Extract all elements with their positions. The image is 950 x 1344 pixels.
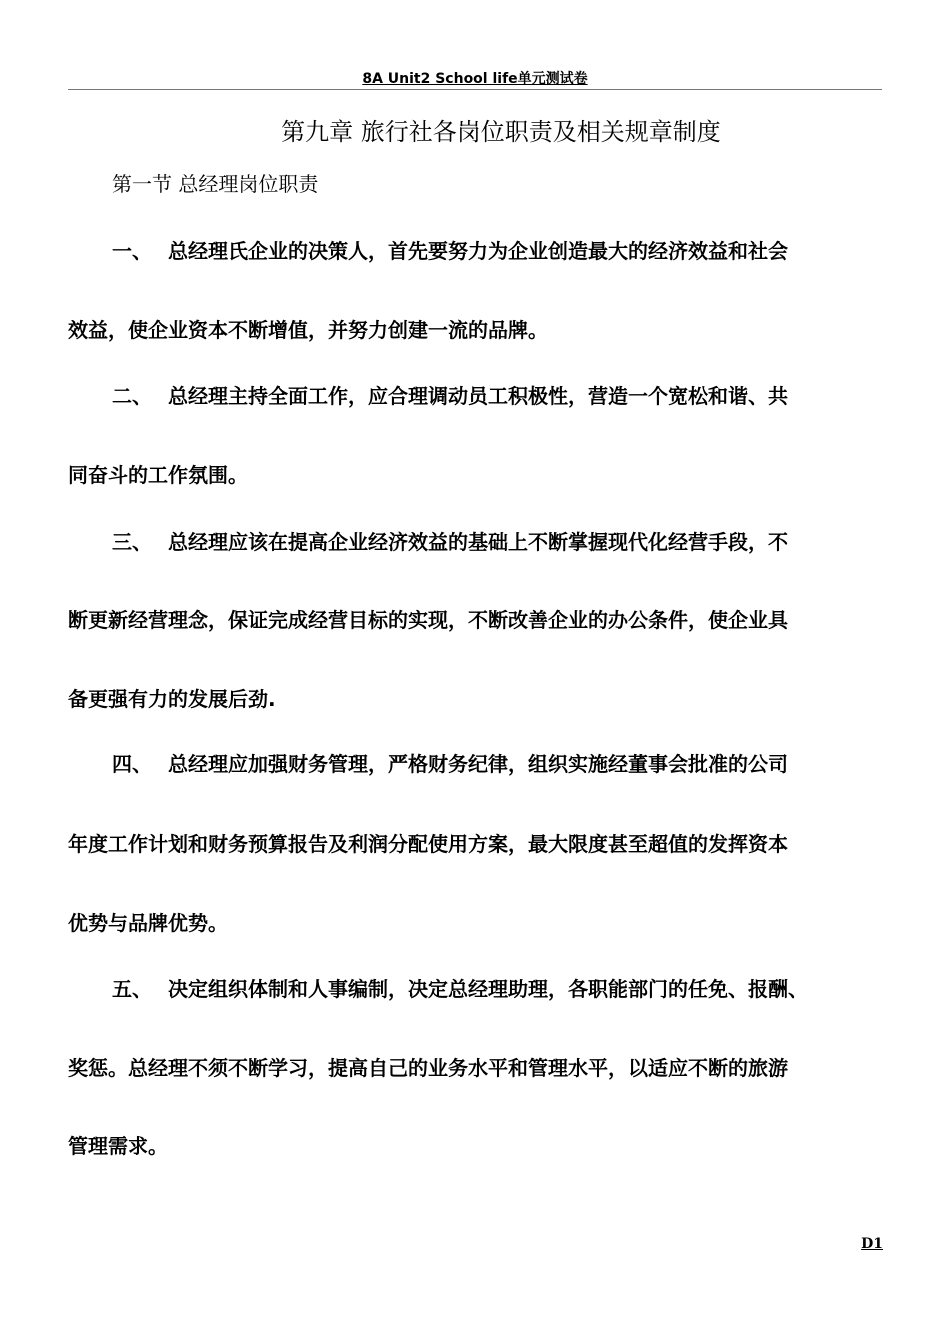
section-title: 第一节 总经理岗位职责: [112, 172, 319, 196]
paragraph-line: [112, 381, 788, 411]
paragraph-line: 年度工作计划和财务预算报告及利润分配使用方案，最大限度甚至超值的发挥资本: [68, 832, 788, 856]
paragraph-text: 总经理应加强财务管理，严格财务纪律，组织实施经董事会批准的公司: [168, 752, 788, 776]
chapter-title: 第九章 旅行社各岗位职责及相关规章制度: [281, 118, 721, 146]
paragraph-line: [112, 974, 808, 1004]
running-header: 8A Unit2 School life单元测试卷: [362, 71, 588, 87]
paragraph-line: [112, 527, 788, 557]
paragraph-line: 同奋斗的工作氛围。: [68, 463, 248, 487]
paragraph-line: 断更新经营理念，保证完成经营目标的实现，不断改善企业的办公条件，使企业具: [68, 608, 788, 632]
page-number: D1: [861, 1236, 883, 1252]
header-rule: [68, 89, 882, 90]
paragraph-line: 奖惩。总经理不须不断学习，提高自己的业务水平和管理水平，以适应不断的旅游: [68, 1056, 788, 1080]
paragraph-line: 效益，使企业资本不断增值，并努力创建一流的品牌。: [68, 318, 548, 342]
paragraph-text: 总经理应该在提高企业经济效益的基础上不断掌握现代化经营手段，不: [168, 530, 788, 554]
paragraph-line: 优势与品牌优势。: [68, 911, 228, 935]
paragraph-text: 总经理主持全面工作，应合理调动员工积极性，营造一个宽松和谐、共: [168, 384, 788, 408]
paragraph-text: 决定组织体制和人事编制，决定总经理助理，各职能部门的任免、报酬、: [168, 977, 808, 1001]
paragraph-number: 三、: [112, 530, 152, 554]
paragraph-line: [112, 236, 788, 266]
paragraph-number: 四、: [112, 752, 152, 776]
paragraph-line: 备更强有力的发展后劲.: [68, 687, 276, 711]
paragraph-number: 五、: [112, 977, 152, 1001]
paragraph-number: 二、: [112, 384, 152, 408]
paragraph-text: 总经理氏企业的决策人，首先要努力为企业创造最大的经济效益和社会: [168, 239, 788, 263]
paragraph-line: [112, 749, 788, 779]
paragraph-number: 一、: [112, 239, 152, 263]
paragraph-line: 管理需求。: [68, 1134, 168, 1158]
